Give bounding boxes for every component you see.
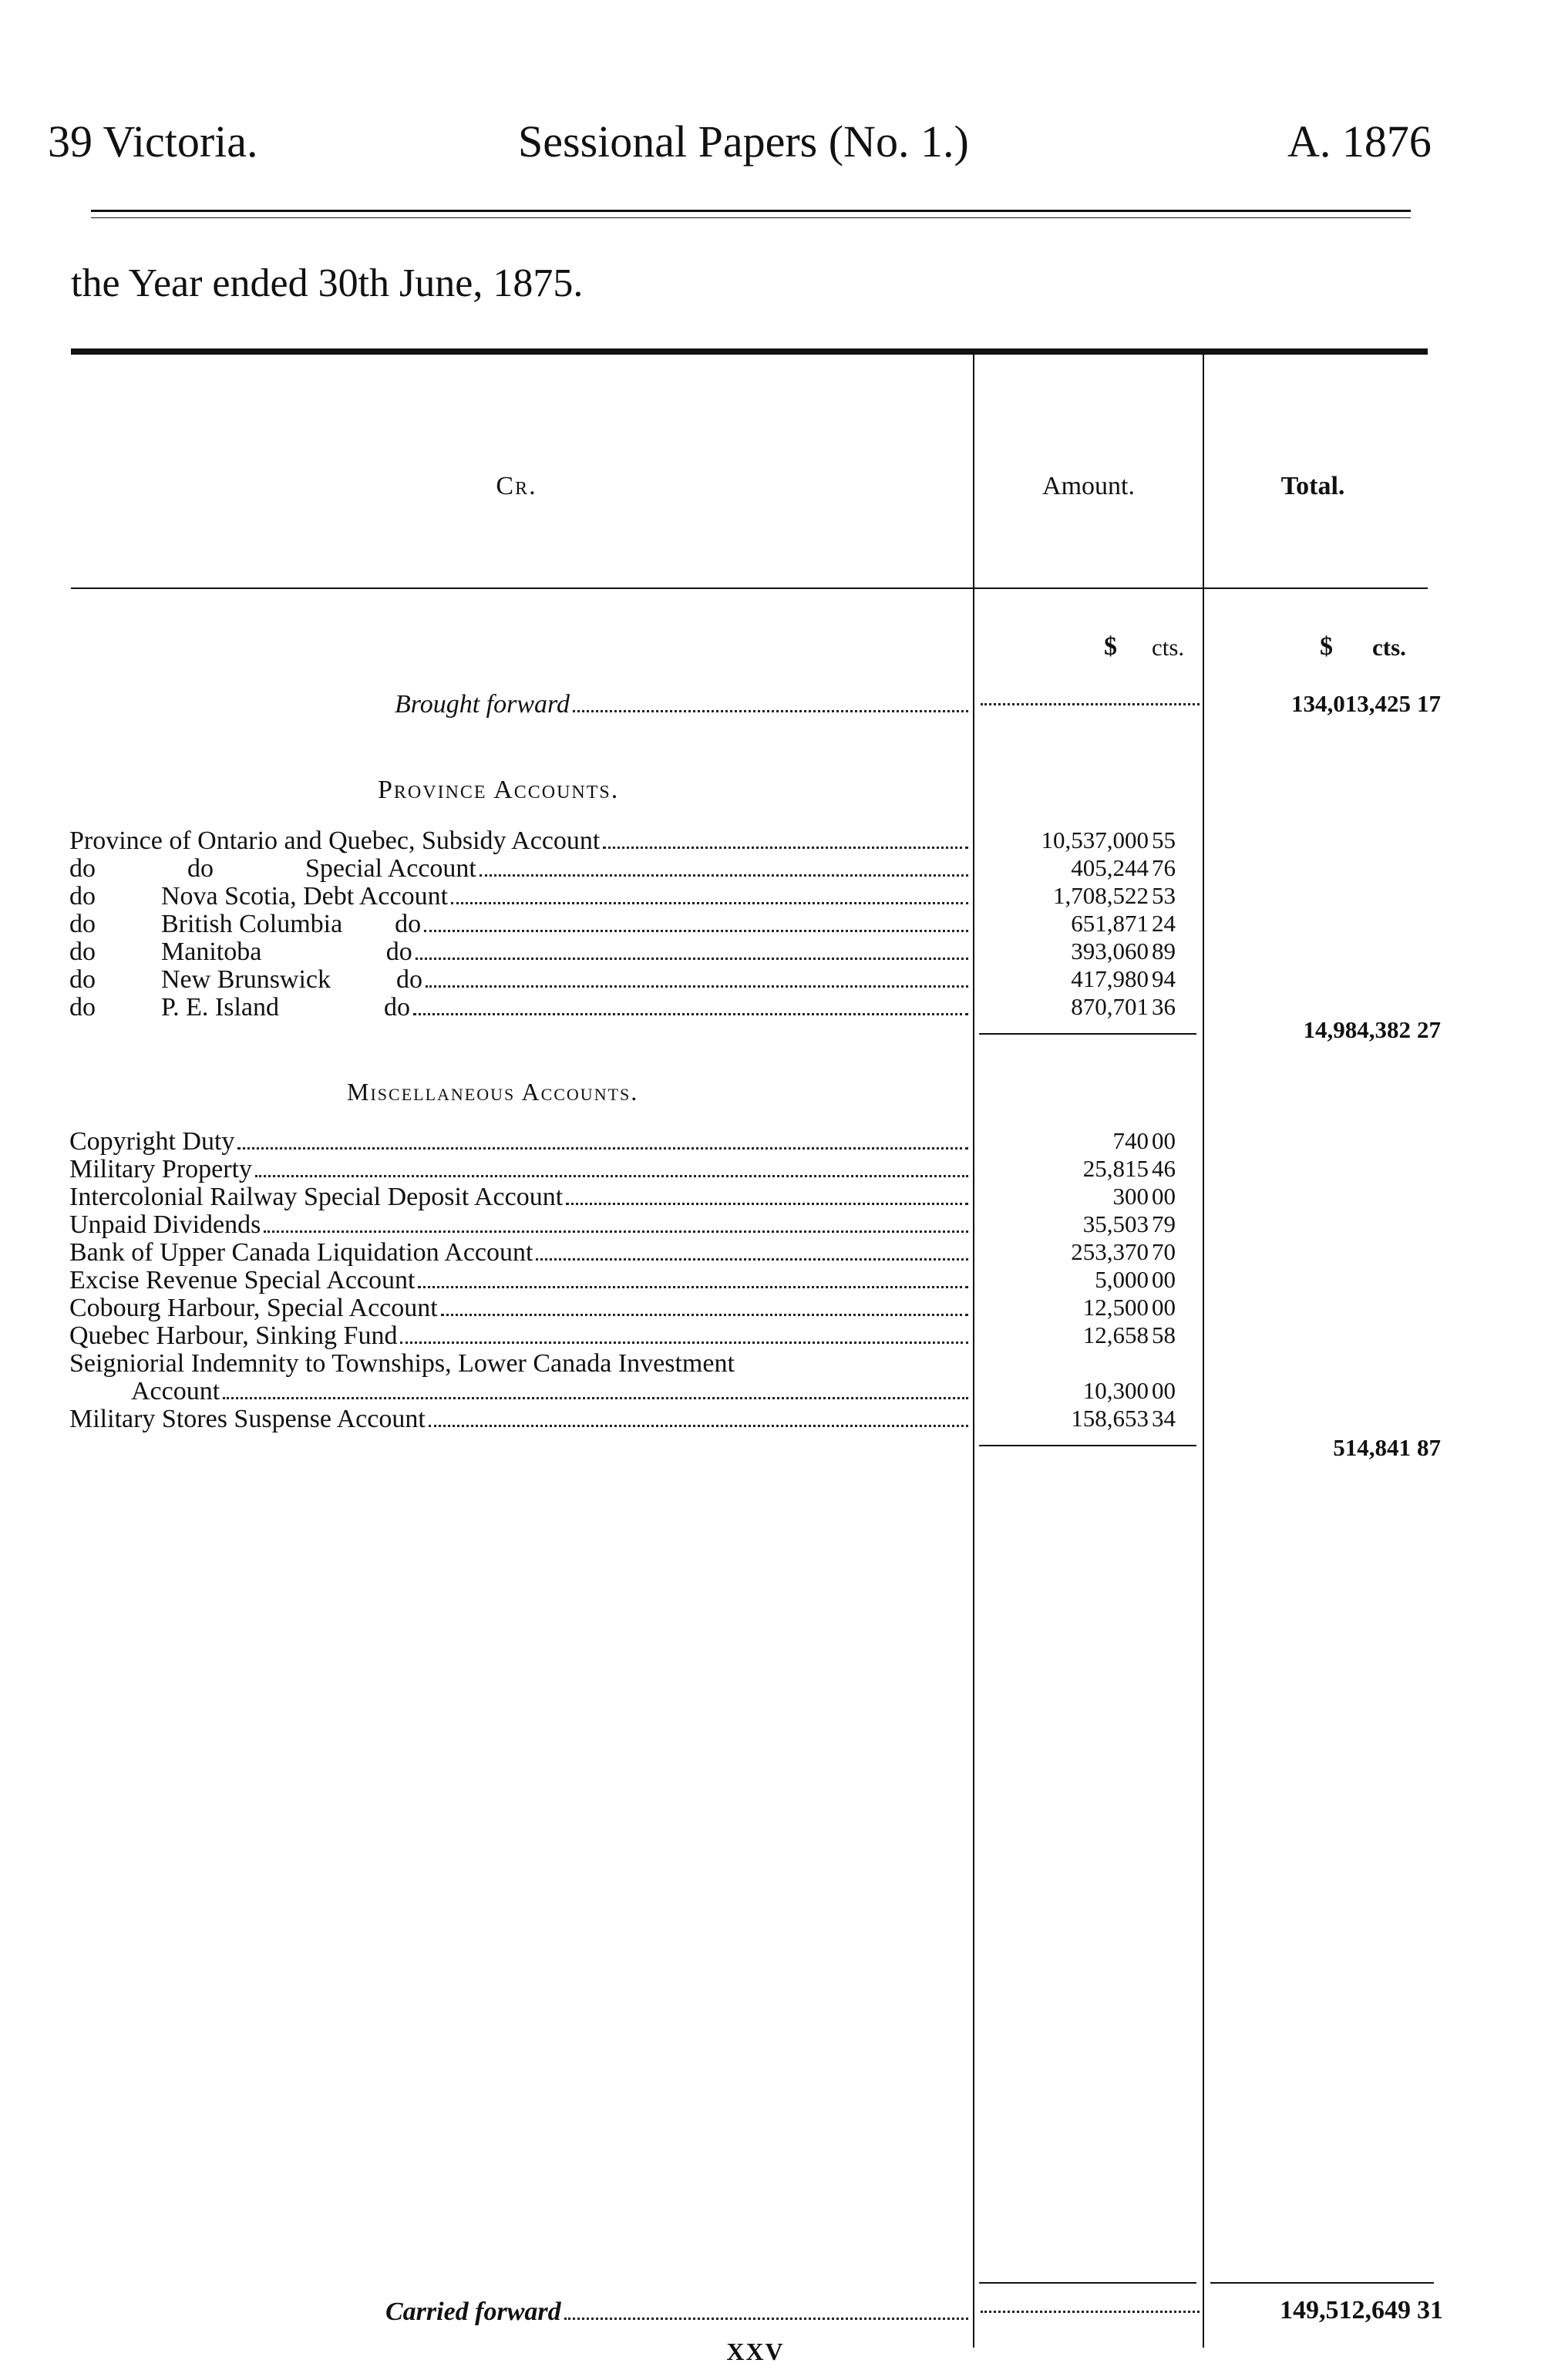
- brought-forward-total-cents: 17: [1417, 690, 1441, 717]
- misc-amount-cents: 34: [1152, 1405, 1176, 1432]
- province-amount: 405,244: [1071, 854, 1149, 881]
- province-amount: 417,980: [1071, 965, 1149, 992]
- amount-cents-label: cts.: [1152, 634, 1185, 661]
- province-total: 14,984,382: [1303, 1016, 1411, 1043]
- misc-amount-cents: 00: [1152, 1266, 1176, 1293]
- misc-row: [69, 1321, 971, 1349]
- province-amount: 1,708,522: [1053, 882, 1149, 909]
- leader-dots: [255, 1175, 968, 1177]
- leader-dots: [426, 985, 968, 988]
- province-amount-cents: 36: [1152, 993, 1176, 1020]
- misc-row: [69, 1155, 971, 1183]
- province-amount: 651,871: [1071, 910, 1149, 937]
- row-label: do do Special Account: [69, 854, 476, 883]
- amount-dollar-label: $: [1104, 632, 1117, 661]
- row-label: do P. E. Island do: [69, 993, 410, 1022]
- leader-dots: [400, 1341, 968, 1344]
- province-row: [69, 882, 971, 910]
- misc-row: [69, 1294, 971, 1321]
- misc-amount: 12,658: [1082, 1321, 1149, 1348]
- leader-dots: [223, 1397, 968, 1399]
- total-cents-label: cts.: [1372, 634, 1406, 661]
- brought-forward-total: 134,013,425: [1291, 690, 1411, 717]
- row-label: Unpaid Dividends: [69, 1210, 261, 1239]
- province-amount-cents: 89: [1152, 938, 1176, 964]
- total-column-heading: Total.: [1280, 472, 1345, 500]
- carried-forward-total-cents: 31: [1417, 2296, 1443, 2324]
- carried-forward-row: [385, 2298, 971, 2325]
- row-label: Military Property: [69, 1155, 253, 1183]
- misc-amount: 12,500: [1082, 1294, 1149, 1321]
- row-label: do Manitoba do: [69, 938, 412, 966]
- row-label: Military Stores Suspense Account: [69, 1405, 426, 1433]
- row-label: do New Brunswick do: [69, 965, 423, 994]
- misc-amount-cents: 00: [1152, 1183, 1176, 1210]
- misc-sum-rule: [979, 1445, 1196, 1446]
- leader-dots: [451, 902, 968, 904]
- province-amount-cents: 55: [1152, 826, 1176, 853]
- leader-dots: [418, 1286, 968, 1288]
- province-row: [69, 910, 971, 938]
- misc-amount: 253,370: [1071, 1238, 1149, 1265]
- province-amount: 10,537,000: [1041, 826, 1149, 853]
- total-final-rule: [1210, 2282, 1434, 2284]
- header-rule: [91, 210, 1411, 212]
- table-top-rule: [71, 348, 1428, 355]
- leader-dots: [424, 930, 968, 932]
- misc-amount: 5,000: [1095, 1266, 1149, 1293]
- carried-forward-label: Carried forward: [385, 2298, 561, 2326]
- column-rule-right: [1203, 355, 1204, 2348]
- misc-row: [69, 1349, 971, 1377]
- row-label: do British Columbia do: [69, 910, 422, 938]
- leader-dots: [441, 1314, 968, 1316]
- province-amount-cents: 94: [1152, 965, 1176, 992]
- misc-row: [69, 1127, 971, 1155]
- province-row: [69, 993, 971, 1021]
- header-left: 39 Victoria.: [48, 116, 258, 167]
- province-amount-cents: 76: [1152, 854, 1176, 881]
- misc-amount-cents: 00: [1152, 1127, 1176, 1154]
- leader-dots: [536, 1258, 968, 1261]
- carried-forward-total: 149,512,649: [1280, 2296, 1411, 2324]
- amount-leader-dots: [981, 2311, 1200, 2313]
- leader-dots: [416, 958, 968, 960]
- misc-section-heading: Miscellaneous Accounts.: [347, 1078, 639, 1106]
- misc-row: [69, 1210, 971, 1238]
- province-total-cents: 27: [1417, 1016, 1441, 1043]
- misc-amount: 35,503: [1082, 1210, 1149, 1237]
- province-row: [69, 938, 971, 965]
- amount-leader-dots: [981, 703, 1200, 705]
- misc-amount: 25,815: [1082, 1155, 1149, 1182]
- page-number: XXV: [726, 2338, 785, 2365]
- misc-row: [131, 1377, 971, 1405]
- column-rule-left: [973, 355, 974, 2348]
- province-row: [69, 826, 971, 854]
- row-label: Intercolonial Railway Special Deposit Account: [69, 1183, 564, 1211]
- misc-row: [69, 1183, 971, 1210]
- leader-dots: [480, 874, 968, 877]
- province-amount-cents: 53: [1152, 882, 1176, 909]
- row-label: Province of Ontario and Quebec, Subsidy Account: [69, 826, 601, 855]
- misc-amount-cents: 58: [1152, 1321, 1176, 1348]
- header-rule-thin: [91, 217, 1411, 218]
- province-row: [69, 854, 971, 882]
- row-label: do Nova Scotia, Debt Account: [69, 882, 449, 911]
- misc-amount-cents: 79: [1152, 1210, 1176, 1237]
- misc-amount: 300: [1112, 1183, 1149, 1210]
- leader-dots: [573, 710, 968, 712]
- misc-row: [69, 1238, 971, 1266]
- row-label: Bank of Upper Canada Liquidation Account: [69, 1238, 533, 1267]
- leader-dots: [413, 1013, 968, 1015]
- misc-amount-cents: 00: [1152, 1377, 1176, 1404]
- heading-bottom-rule: [71, 587, 1428, 589]
- misc-amount: 740: [1112, 1127, 1149, 1154]
- brought-forward-row: [395, 690, 971, 718]
- province-amount: 870,701: [1071, 993, 1149, 1020]
- misc-amount: 10,300: [1082, 1377, 1149, 1404]
- misc-amount-cents: 70: [1152, 1238, 1176, 1265]
- province-amount: 393,060: [1071, 938, 1149, 964]
- amount-column-heading: Amount.: [1042, 472, 1135, 500]
- amount-final-rule: [979, 2282, 1196, 2284]
- leader-dots: [566, 1203, 968, 1205]
- province-sum-rule: [979, 1033, 1196, 1035]
- leader-dots: [429, 1425, 968, 1427]
- misc-amount-cents: 46: [1152, 1155, 1176, 1182]
- misc-amount: 158,653: [1071, 1405, 1149, 1432]
- header-center: Sessional Papers (No. 1.): [518, 116, 969, 167]
- total-dollar-label: $: [1320, 632, 1333, 661]
- misc-total: 514,841: [1333, 1434, 1411, 1461]
- leader-dots: [564, 2318, 968, 2320]
- row-label: Excise Revenue Special Account: [69, 1266, 416, 1294]
- misc-amount-cents: 00: [1152, 1294, 1176, 1321]
- page-subtitle: the Year ended 30th June, 1875.: [71, 261, 584, 305]
- row-label: Account: [131, 1377, 220, 1405]
- row-label: Quebec Harbour, Sinking Fund: [69, 1321, 398, 1350]
- leader-dots: [264, 1230, 968, 1233]
- province-section-heading: Province Accounts.: [378, 776, 620, 804]
- misc-total-cents: 87: [1417, 1434, 1441, 1461]
- leader-dots: [603, 847, 968, 849]
- header-right: A. 1876: [1287, 116, 1432, 167]
- leader-dots: [237, 1147, 968, 1150]
- row-label: Seigniorial Indemnity to Townships, Lower Canada Investment: [69, 1349, 735, 1378]
- misc-row: [69, 1405, 971, 1432]
- row-label: Cobourg Harbour, Special Account: [69, 1294, 438, 1322]
- account-column-heading: Cr.: [496, 472, 537, 500]
- province-amount-cents: 24: [1152, 910, 1176, 937]
- misc-row: [69, 1266, 971, 1294]
- row-label: Copyright Duty: [69, 1127, 235, 1156]
- province-row: [69, 965, 971, 993]
- brought-forward-label: Brought forward: [395, 690, 570, 719]
